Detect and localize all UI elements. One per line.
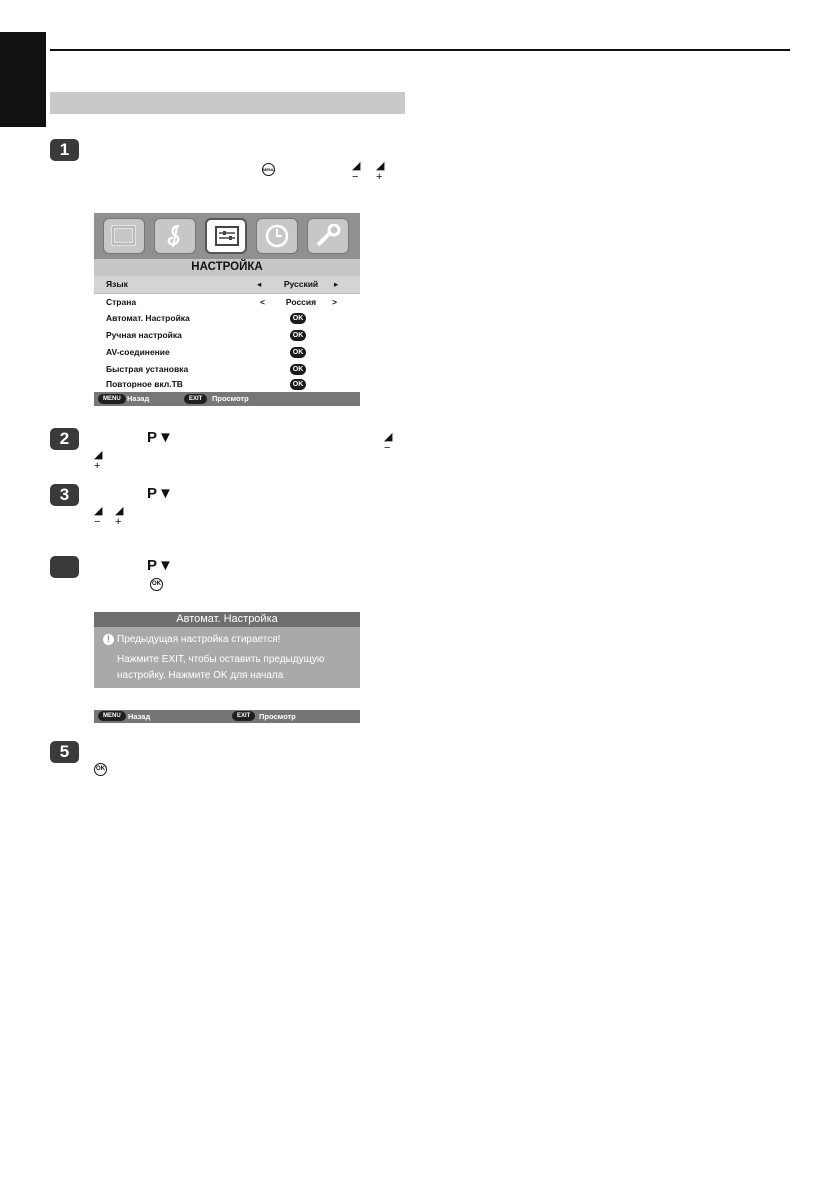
step-3-badge: 3 (50, 484, 79, 506)
dialog-line: Нажмите EXIT, чтобы оставить предыдущую (117, 654, 325, 665)
left-arrow-icon: ◂ (257, 279, 262, 289)
volume-plus-icon: ◢ + (94, 449, 103, 472)
menu-row-av-connection[interactable] (94, 344, 360, 361)
dialog-footer (94, 710, 360, 723)
ok-icon: OK (290, 347, 306, 358)
language-tab (0, 32, 46, 127)
p-down-key: P▼ (147, 485, 174, 502)
volume-minus-icon: ◢ − (384, 431, 393, 454)
volume-minus-icon: ◢ − (94, 505, 103, 528)
menu-row-manual-tune[interactable] (94, 327, 360, 344)
dialog-line: настройку. Нажмите OK для начала (117, 670, 284, 681)
section-heading-bar (50, 92, 405, 114)
wrench-icon (307, 218, 349, 254)
tv-picture-icon (103, 218, 145, 254)
row-label: Автомат. Настройка (106, 313, 190, 323)
row-label: Быстрая установка (106, 364, 189, 374)
menu-row-power-on[interactable] (94, 376, 360, 393)
menu-footer (94, 392, 360, 406)
back-label: Назад (127, 394, 150, 403)
view-label: Просмотр (259, 712, 296, 721)
step-5-badge: 5 (50, 741, 79, 763)
ok-icon: OK (290, 313, 306, 324)
volume-plus-icon: ◢ + (115, 505, 124, 528)
left-arrow-icon: < (260, 297, 265, 307)
menu-icon-bar (94, 213, 360, 259)
right-arrow-icon: ▸ (334, 279, 339, 289)
dialog-body (94, 627, 360, 688)
volume-minus-icon: ◢ − (352, 160, 361, 183)
setup-menu-screenshot (94, 213, 360, 406)
ok-icon: OK (290, 330, 306, 341)
row-label: Повторное вкл.ТВ (106, 379, 183, 389)
warning-icon: ! (103, 634, 114, 645)
clock-icon (256, 218, 298, 254)
menu-row-country[interactable] (94, 293, 360, 311)
exit-key: EXIT (232, 711, 255, 721)
step-2-badge: 2 (50, 428, 79, 450)
menu-row-auto-tune[interactable] (94, 310, 360, 327)
row-value: Россия (285, 297, 317, 307)
view-label: Просмотр (212, 394, 249, 403)
music-note-icon (154, 218, 196, 254)
ok-icon: OK (290, 379, 306, 390)
volume-plus-icon: ◢ + (376, 160, 385, 183)
menu-title: НАСТРОЙКА (94, 259, 360, 276)
exit-key: EXIT (184, 394, 207, 404)
row-value: Русский (283, 279, 319, 289)
row-label: Язык (106, 279, 128, 289)
row-label: Страна (106, 297, 137, 307)
header-rule (50, 49, 790, 51)
right-arrow-icon: > (332, 297, 337, 307)
setup-icon (205, 218, 247, 254)
row-label: Ручная настройка (106, 330, 182, 340)
step-1-badge: 1 (50, 139, 79, 161)
back-label: Назад (128, 712, 151, 721)
p-down-key: P▼ (147, 429, 174, 446)
dialog-title: Автомат. Настройка (94, 612, 360, 627)
row-label: AV-соединение (106, 347, 170, 357)
ok-button-icon: OK (94, 763, 107, 776)
dialog-line: Предыдущая настройка стирается! (117, 634, 281, 645)
menu-button-icon: MENU (262, 163, 275, 176)
menu-key: MENU (98, 711, 126, 721)
ok-icon: OK (290, 364, 306, 375)
menu-row-language[interactable] (94, 276, 360, 293)
menu-key: MENU (98, 394, 126, 404)
p-down-key: P▼ (147, 557, 174, 574)
ok-button-icon: OK (150, 578, 163, 591)
step-4-badge (50, 556, 79, 578)
